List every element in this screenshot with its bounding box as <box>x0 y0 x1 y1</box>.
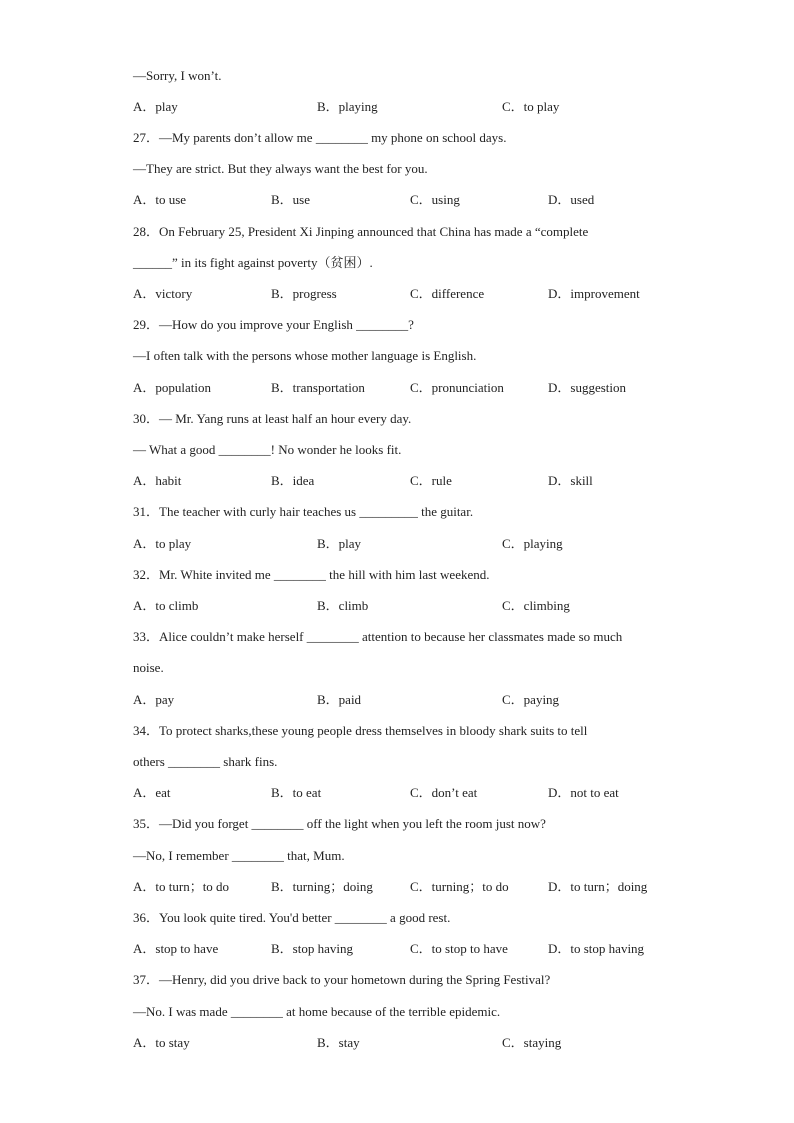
option-c: C．pronunciation <box>410 380 504 395</box>
option-a: A．pay <box>133 692 175 707</box>
option-c: C．rule <box>410 473 452 488</box>
question-30-line-1: 30．— Mr. Yang runs at least half an hour every day. <box>133 411 412 426</box>
option-c: C．to stop to have <box>410 941 508 956</box>
question-28-line-1: 28．On February 25, President Xi Jinping announced that China has made a “complete <box>133 224 589 239</box>
question-31: 31．The teacher with curly hair teaches us _________ the guitar. <box>133 504 474 519</box>
option-a: A．victory <box>133 286 193 301</box>
option-d: D．skill <box>548 473 593 488</box>
question-37-line-2: —No. I was made ________ at home because of the terrible epidemic. <box>133 1004 501 1019</box>
option-a: A．to stay <box>133 1035 190 1050</box>
question-26-reply: —Sorry, I won’t. <box>133 68 222 83</box>
option-a: A．to use <box>133 192 187 207</box>
option-c: C．staying <box>502 1035 562 1050</box>
option-a: A．play <box>133 99 178 114</box>
option-b: B．climb <box>317 598 369 613</box>
option-b: B．transportation <box>271 380 365 395</box>
question-33-line-2: noise. <box>133 660 164 675</box>
option-c: C．using <box>410 192 460 207</box>
option-c: C．to play <box>502 99 560 114</box>
option-a: A．to turn；to do <box>133 879 230 894</box>
option-d: D．to turn；doing <box>548 879 648 894</box>
question-28-line-2: ______” in its fight against poverty（贫困）. <box>133 255 373 270</box>
option-d: D．improvement <box>548 286 640 301</box>
option-b: B．play <box>317 536 362 551</box>
option-a: A．eat <box>133 785 171 800</box>
option-a: A．to climb <box>133 598 199 613</box>
question-32: 32．Mr. White invited me ________ the hill with him last weekend. <box>133 567 490 582</box>
question-27-line-1: 27．—My parents don’t allow me ________ my phone on school days. <box>133 130 507 145</box>
option-c: C．difference <box>410 286 485 301</box>
option-a: A．population <box>133 380 211 395</box>
question-33-line-1: 33．Alice couldn’t make herself ________ attention to because her classmates made so much <box>133 629 623 644</box>
option-d: D．to stop having <box>548 941 645 956</box>
option-d: D．not to eat <box>548 785 619 800</box>
question-37-line-1: 37．—Henry, did you drive back to your hometown during the Spring Festival? <box>133 972 551 987</box>
option-b: B．turning；doing <box>271 879 373 894</box>
option-a: A．habit <box>133 473 182 488</box>
question-35-line-1: 35．—Did you forget ________ off the light when you left the room just now? <box>133 816 546 831</box>
question-34-line-1: 34．To protect sharks,these young people dress themselves in bloody shark suits to tell <box>133 723 588 738</box>
option-b: B．use <box>271 192 311 207</box>
question-30-line-2: — What a good ________! No wonder he looks fit. <box>133 442 402 457</box>
option-c: C．paying <box>502 692 560 707</box>
option-d: D．used <box>548 192 595 207</box>
question-29-line-1: 29．—How do you improve your English ________? <box>133 317 414 332</box>
option-c: C．turning；to do <box>410 879 509 894</box>
option-b: B．to eat <box>271 785 322 800</box>
option-b: B．progress <box>271 286 337 301</box>
question-27-line-2: —They are strict. But they always want the best for you. <box>133 161 428 176</box>
option-b: B．paid <box>317 692 362 707</box>
question-36: 36．You look quite tired. You'd better ________ a good rest. <box>133 910 451 925</box>
option-d: D．suggestion <box>548 380 627 395</box>
option-a: A．to play <box>133 536 192 551</box>
question-35-line-2: —No, I remember ________ that, Mum. <box>133 848 345 863</box>
option-c: C．don’t eat <box>410 785 478 800</box>
option-b: B．stay <box>317 1035 360 1050</box>
option-b: B．playing <box>317 99 378 114</box>
option-c: C．climbing <box>502 598 570 613</box>
question-29-line-2: —I often talk with the persons whose mother language is English. <box>133 348 477 363</box>
option-c: C．playing <box>502 536 563 551</box>
option-b: B．stop having <box>271 941 353 956</box>
option-b: B．idea <box>271 473 315 488</box>
question-34-line-2: others ________ shark fins. <box>133 754 278 769</box>
option-a: A．stop to have <box>133 941 219 956</box>
